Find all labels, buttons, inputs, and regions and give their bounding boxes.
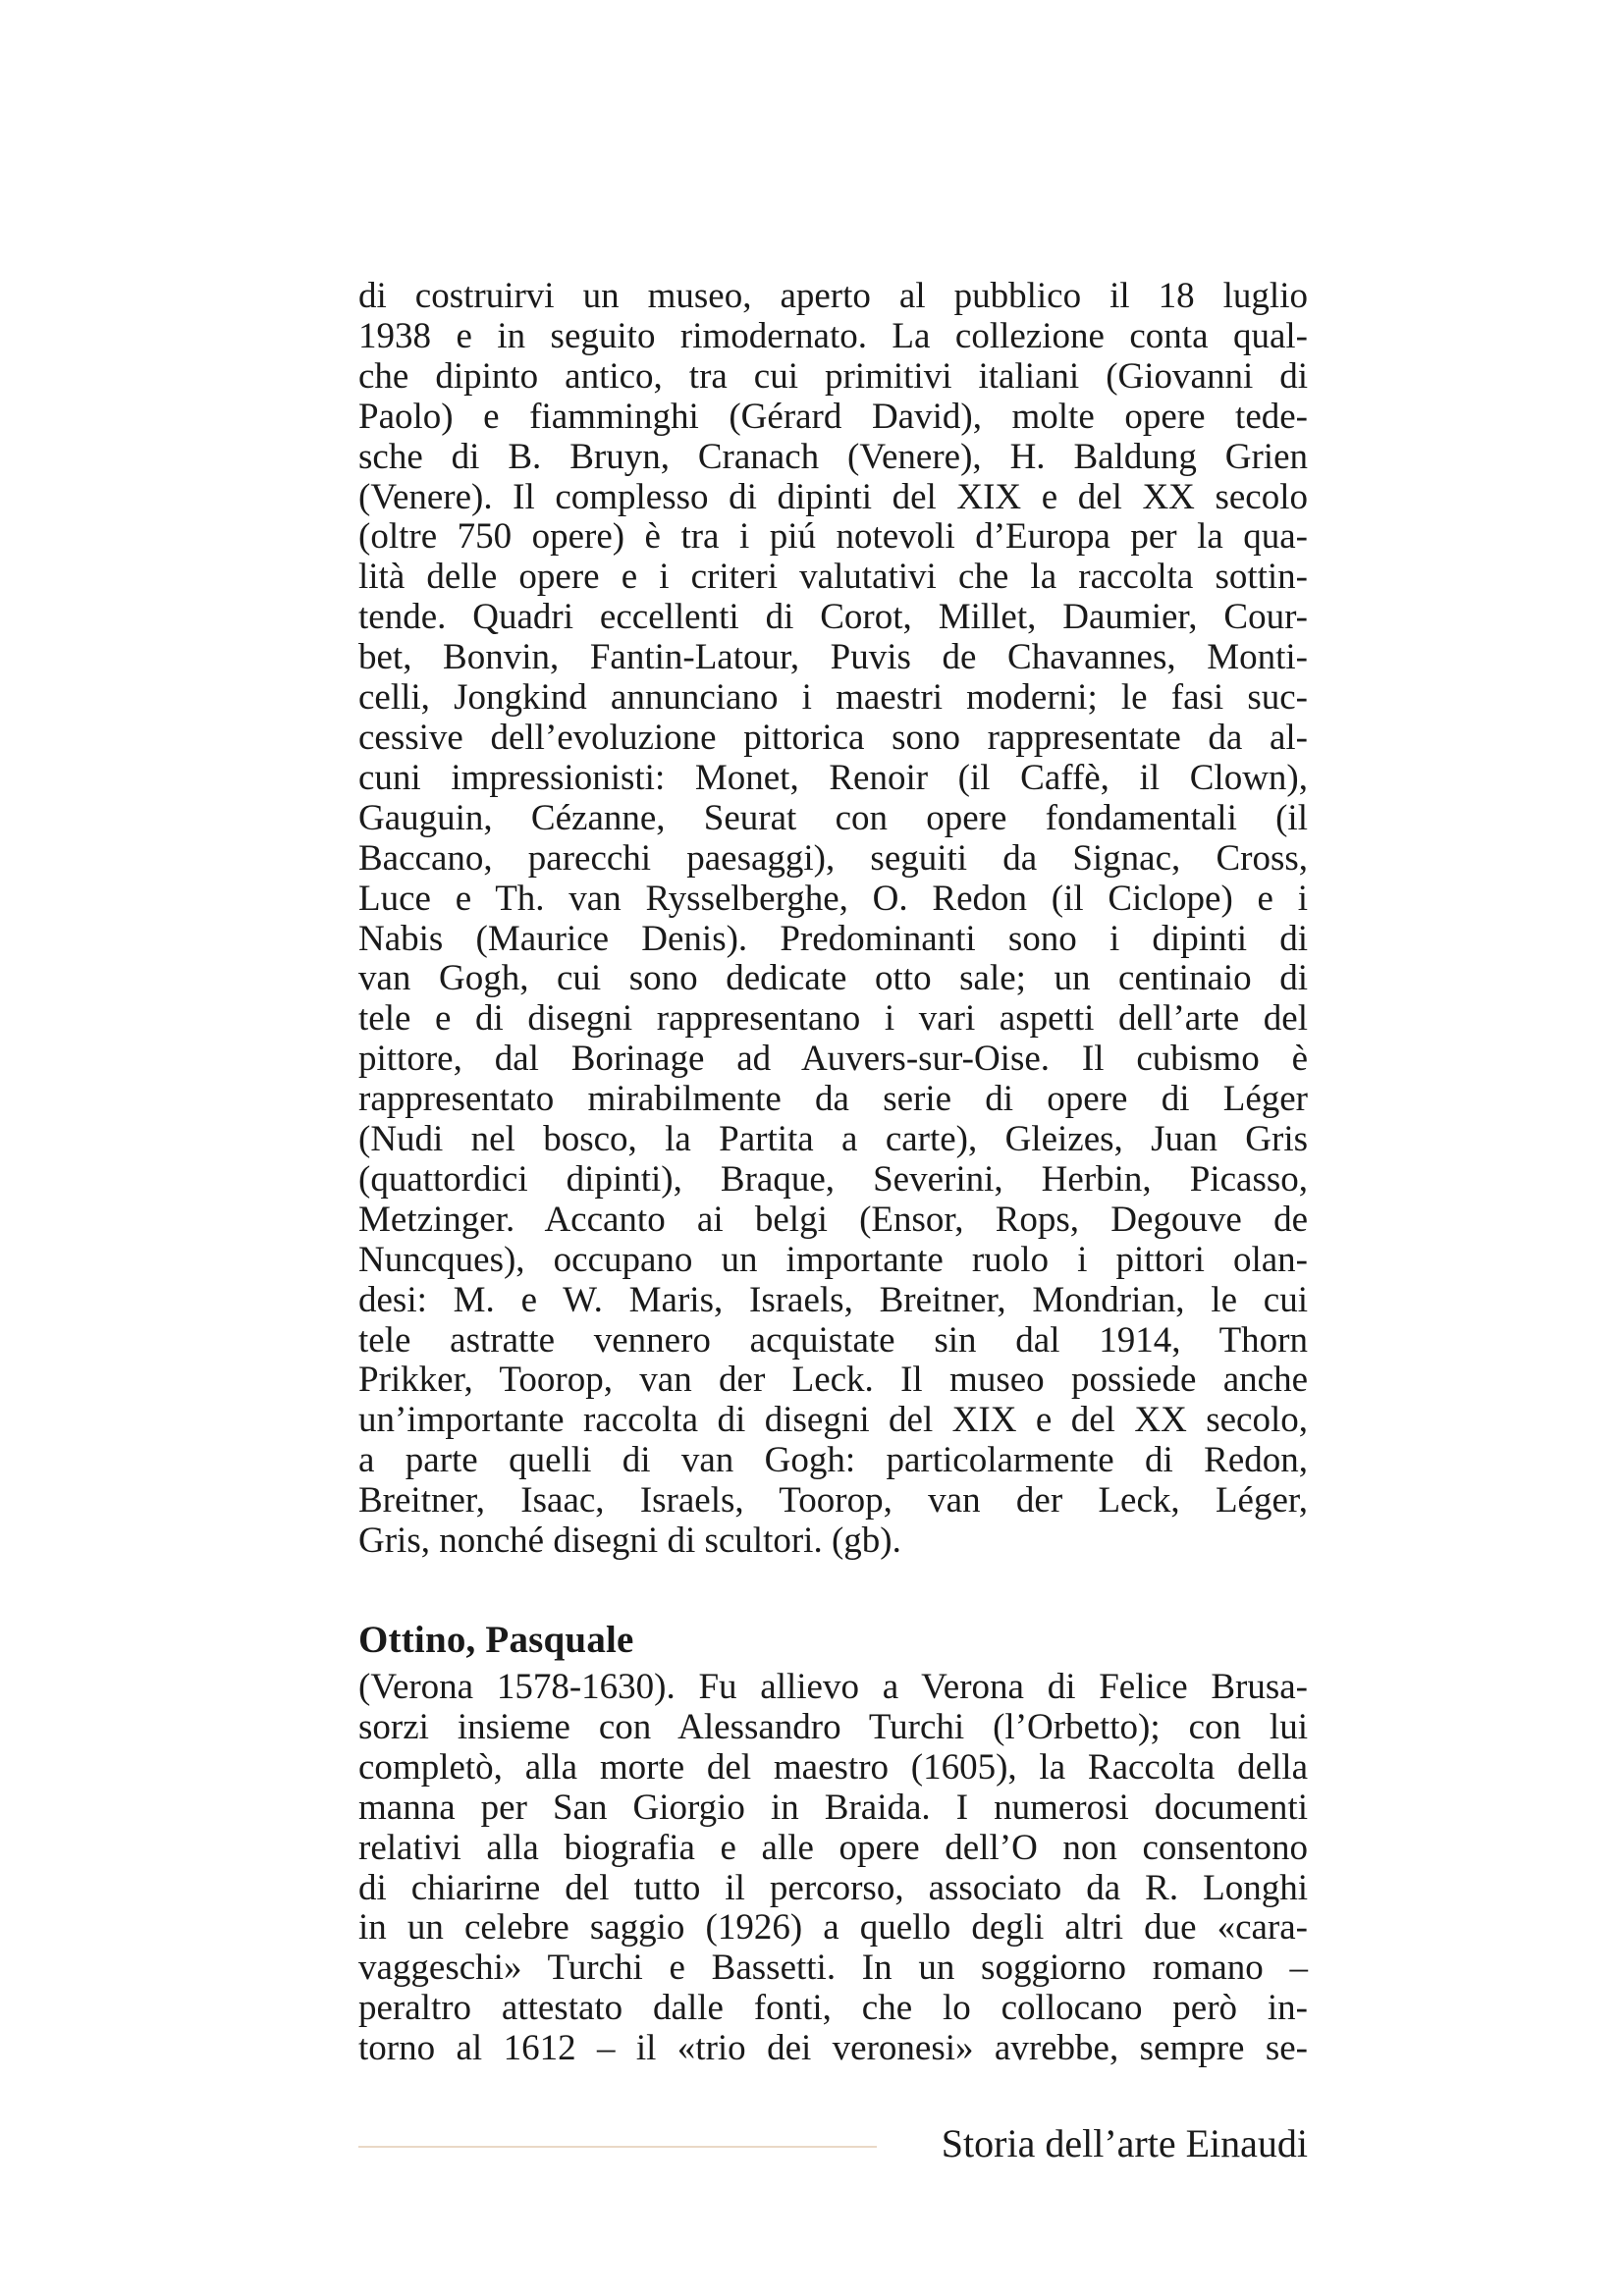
text-line: un’importante raccolta di disegni del XIX e del XX secolo, [358, 1400, 1308, 1441]
text-line: tende. Quadri eccellenti di Corot, Millet, Daumier, Cour- [358, 597, 1308, 638]
text-line: a parte quelli di van Gogh: particolarmente di Redon, [358, 1440, 1308, 1481]
text-line: (Nudi nel bosco, la Partita a carte), Gleizes, Juan Gris [358, 1119, 1308, 1160]
text-line: desi: M. e W. Maris, Israels, Breitner, Mondrian, le cui [358, 1279, 1308, 1320]
text-line: sorzi insieme con Alessandro Turchi (l’Orbetto); con lui [358, 1706, 1308, 1747]
text-line: vaggeschi» Turchi e Bassetti. In un soggiorno romano – [358, 1948, 1308, 1989]
text-line: (Verona 1578-1630). Fu allievo a Verona di Felice Brusa- [358, 1667, 1308, 1707]
text-line: (oltre 750 opere) è tra i piú notevoli d’Europa per la qua- [358, 516, 1308, 558]
text-line: cessive dell’evoluzione pittorica sono rappresentate da al- [358, 717, 1308, 758]
footer-rule [358, 2146, 877, 2148]
text-line: van Gogh, cui sono dedicate otto sale; un centinaio di [358, 958, 1308, 999]
text-line: Metzinger. Accanto ai belgi (Ensor, Rops, Degouve de [358, 1199, 1308, 1240]
museum-paragraph [358, 277, 1308, 1562]
text-line: torno al 1612 – il «trio dei veronesi» avrebbe, sempre se- [358, 2028, 1308, 2069]
text-line: tele astratte vennero acquistate sin dal 1914, Thorn [358, 1319, 1308, 1361]
text-line: sche di B. Bruyn, Cranach (Venere), H. Baldung Grien [358, 436, 1308, 477]
entry-title: Ottino, Pasquale [358, 1619, 634, 1661]
text-line: Baccano, parecchi paesaggi), seguiti da Signac, Cross, [358, 837, 1308, 879]
text-line: lità delle opere e i criteri valutativi che la raccolta sottin- [358, 557, 1308, 598]
text-line: che dipinto antico, tra cui primitivi italiani (Giovanni di [358, 355, 1308, 397]
text-line: Gris, nonché disegni di scultori. (gb). [358, 1521, 901, 1562]
text-line: manna per San Giorgio in Braida. I numerosi documenti [358, 1787, 1308, 1828]
text-line: 1938 e in seguito rimodernato. La collezione conta qual- [358, 315, 1308, 356]
text-line: di chiarirne del tutto il percorso, associato da R. Longhi [358, 1867, 1308, 1908]
text-line: Nuncques), occupano un importante ruolo i pittori olan- [358, 1239, 1308, 1280]
text-line: cuni impressionisti: Monet, Renoir (il Caffè, il Clown), [358, 757, 1308, 798]
text-line: bet, Bonvin, Fantin-Latour, Puvis de Chavannes, Monti- [358, 637, 1308, 678]
text-line: di costruirvi un museo, aperto al pubblico il 18 luglio [358, 276, 1308, 316]
text-line: Breitner, Isaac, Israels, Toorop, van der Leck, Léger, [358, 1480, 1308, 1522]
text-line: pittore, dal Borinage ad Auvers-sur-Oise. Il cubismo è [358, 1039, 1308, 1080]
page-footer [358, 2120, 1308, 2169]
text-line: (Venere). Il complesso di dipinti del XIX e del XX secolo [358, 476, 1308, 517]
text-line: relativi alla biografia e alle opere dell’O non consentono [358, 1827, 1308, 1868]
text-line: Nabis (Maurice Denis). Predominanti sono i dipinti di [358, 918, 1308, 959]
text-line: Gauguin, Cézanne, Seurat con opere fondamentali (il [358, 797, 1308, 838]
text-line: in un celebre saggio (1926) a quello degli altri due «cara- [358, 1907, 1308, 1949]
text-line: rappresentato mirabilmente da serie di opere di Léger [358, 1079, 1308, 1120]
footer-publisher: Storia dell’arte Einaudi [941, 2121, 1308, 2165]
text-line: peraltro attestato dalle fonti, che lo collocano però in- [358, 1988, 1308, 2029]
text-line: (quattordici dipinti), Braque, Severini, Herbin, Picasso, [358, 1158, 1308, 1200]
text-line: completò, alla morte del maestro (1605), la Raccolta della [358, 1746, 1308, 1788]
text-line: Prikker, Toorop, van der Leck. Il museo possiede anche [358, 1360, 1308, 1401]
text-line: tele e di disegni rappresentano i vari aspetti dell’arte del [358, 998, 1308, 1040]
entry-paragraph [358, 1668, 1308, 2069]
text-line: celli, Jongkind annunciano i maestri moderni; le fasi suc- [358, 677, 1308, 719]
text-line: Paolo) e fiamminghi (Gérard David), molte opere tede- [358, 396, 1308, 437]
text-line: Luce e Th. van Rysselberghe, O. Redon (il Ciclope) e i [358, 878, 1308, 919]
page-content [358, 277, 1308, 2069]
